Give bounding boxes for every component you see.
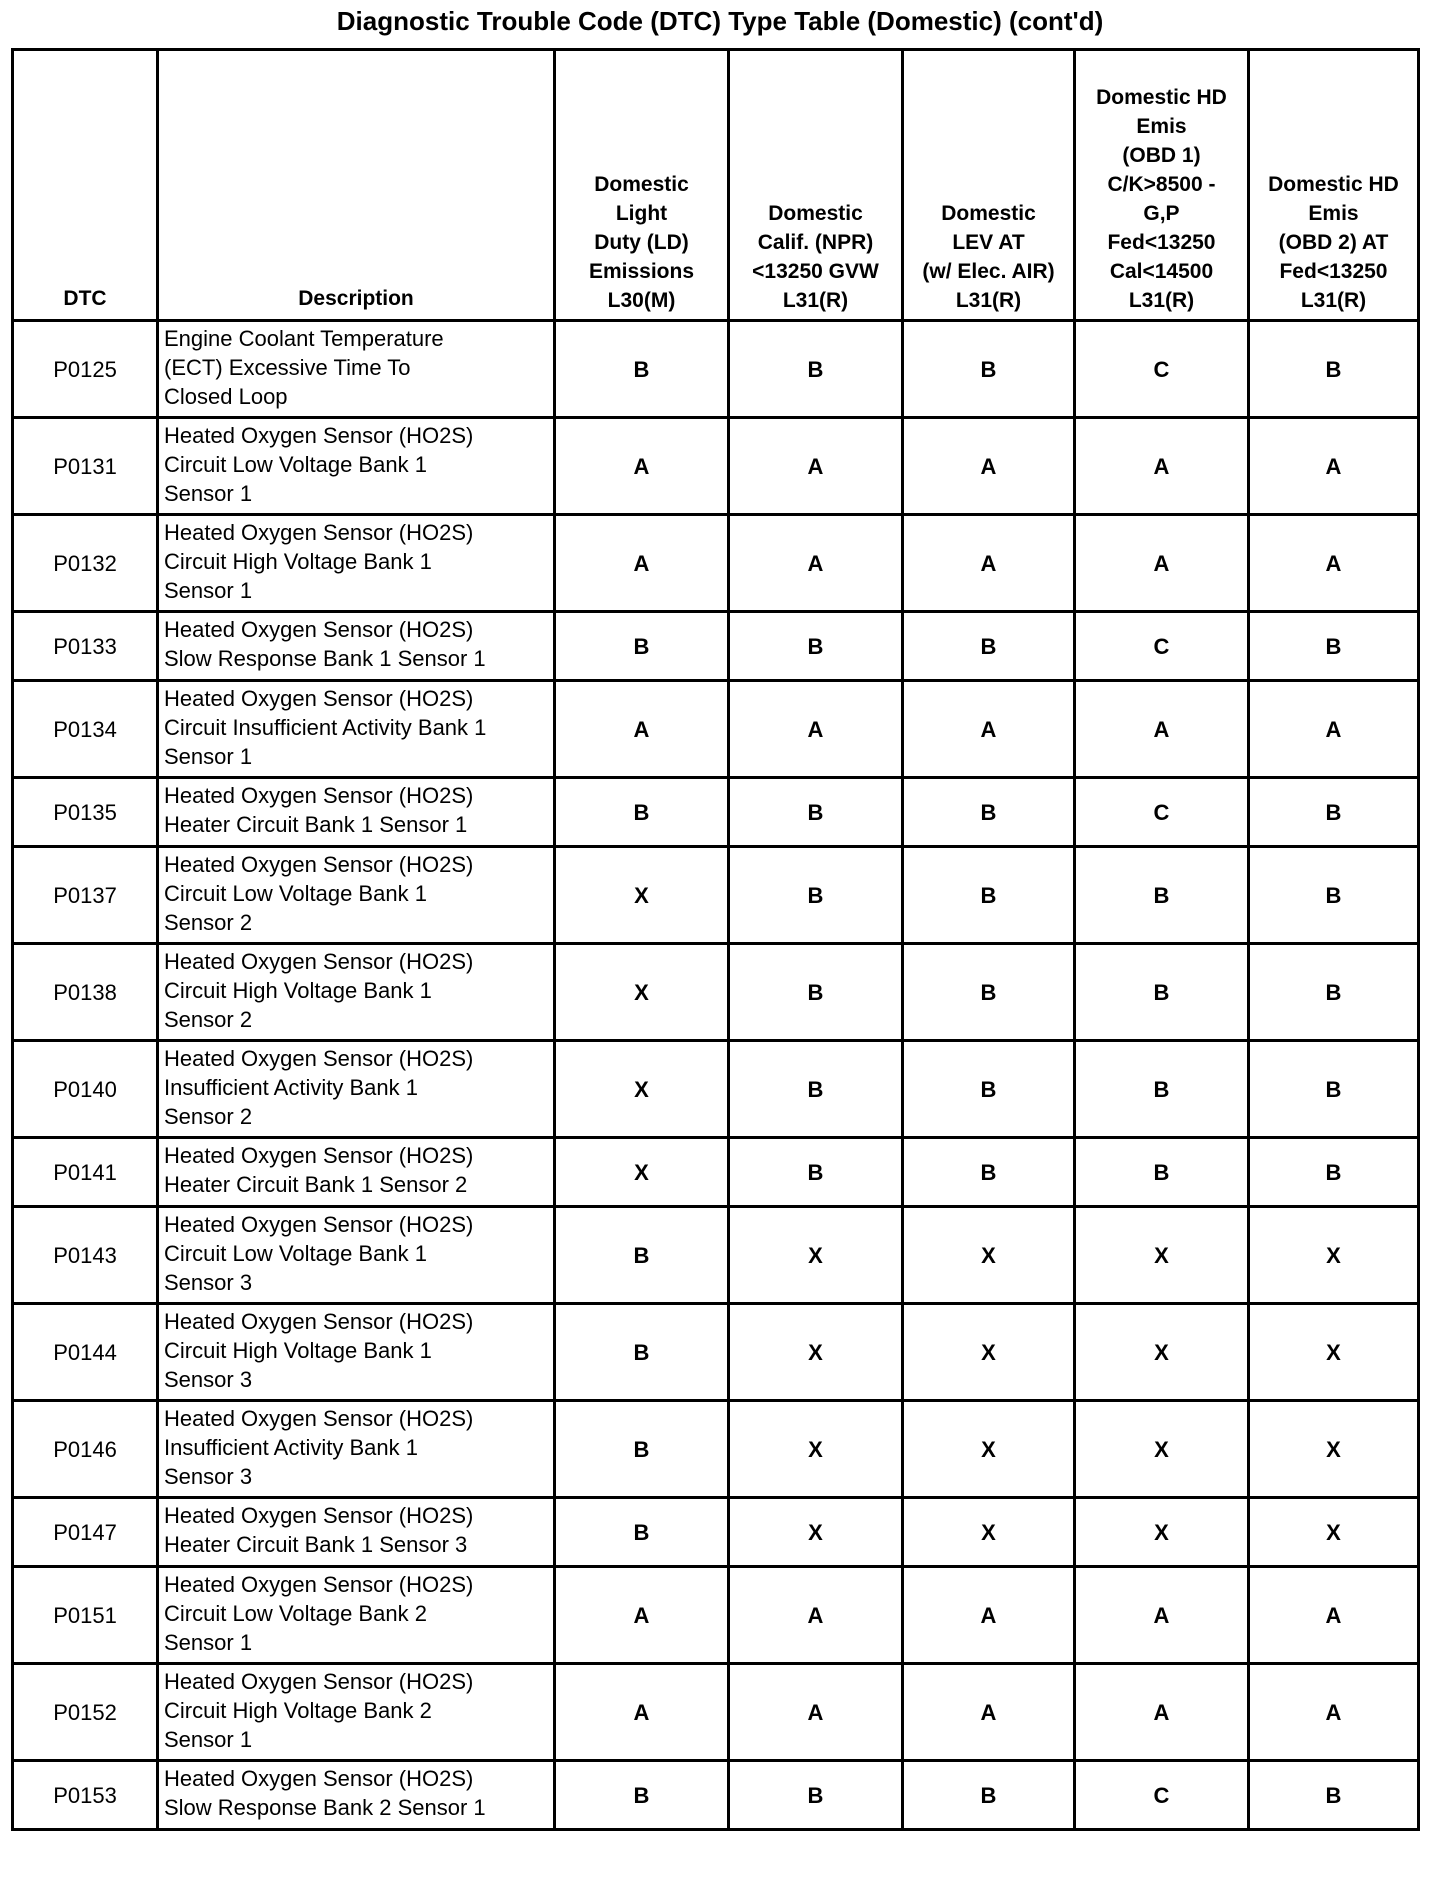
dtc-type-cell: A xyxy=(1075,1567,1249,1664)
dtc-type-cell: X xyxy=(1075,1498,1249,1567)
description-line: Circuit High Voltage Bank 1 xyxy=(164,549,432,574)
header-domestic-hd-obd1: Domestic HD Emis (OBD 1) C/K>8500 - G,P Fed<13250 Cal<14500 L31(R) xyxy=(1075,50,1249,321)
description-cell xyxy=(158,1664,555,1761)
dtc-type-cell: A xyxy=(1075,418,1249,515)
dtc-type-cell: X xyxy=(1249,1401,1419,1498)
description-line: Sensor 1 xyxy=(164,1630,253,1655)
description-cell xyxy=(158,321,555,418)
dtc-type-cell: B xyxy=(555,1401,729,1498)
description-line: Sensor 1 xyxy=(164,744,253,769)
dtc-type-cell: X xyxy=(555,847,729,944)
table-row xyxy=(13,1498,1419,1567)
dtc-type-cell: A xyxy=(903,1664,1075,1761)
dtc-type-cell: B xyxy=(729,778,903,847)
dtc-code-cell: P0152 xyxy=(13,1664,158,1761)
description-line: (ECT) Excessive Time To xyxy=(164,355,411,380)
dtc-code-cell: P0125 xyxy=(13,321,158,418)
table-row xyxy=(13,1401,1419,1498)
dtc-type-cell: A xyxy=(729,681,903,778)
description-line: Circuit Low Voltage Bank 2 xyxy=(164,1601,427,1626)
description-line: Slow Response Bank 2 Sensor 1 xyxy=(164,1795,486,1820)
dtc-type-cell: C xyxy=(1075,321,1249,418)
dtc-type-cell: A xyxy=(1075,681,1249,778)
description-cell xyxy=(158,1567,555,1664)
dtc-type-cell: A xyxy=(555,1567,729,1664)
description-line: Circuit High Voltage Bank 1 xyxy=(164,978,432,1003)
dtc-type-cell: X xyxy=(729,1304,903,1401)
description-line: Heated Oxygen Sensor (HO2S) xyxy=(164,1572,474,1597)
dtc-type-cell: B xyxy=(555,1761,729,1830)
dtc-type-cell: B xyxy=(729,1761,903,1830)
dtc-type-cell: B xyxy=(1249,1138,1419,1207)
description-line: Heater Circuit Bank 1 Sensor 1 xyxy=(164,812,468,837)
dtc-type-cell: B xyxy=(1249,1761,1419,1830)
dtc-type-cell: A xyxy=(729,1567,903,1664)
table-row xyxy=(13,1304,1419,1401)
dtc-type-cell: B xyxy=(1249,612,1419,681)
dtc-code-cell: P0132 xyxy=(13,515,158,612)
dtc-type-cell: A xyxy=(1075,1664,1249,1761)
description-line: Insufficient Activity Bank 1 xyxy=(164,1075,418,1100)
dtc-type-cell: X xyxy=(1249,1304,1419,1401)
dtc-type-cell: B xyxy=(729,1041,903,1138)
dtc-type-cell: C xyxy=(1075,612,1249,681)
table-row xyxy=(13,1567,1419,1664)
dtc-type-table xyxy=(11,48,1420,1831)
description-line: Sensor 3 xyxy=(164,1464,253,1489)
dtc-code-cell: P0146 xyxy=(13,1401,158,1498)
dtc-code-cell: P0131 xyxy=(13,418,158,515)
dtc-type-cell: B xyxy=(729,612,903,681)
description-cell xyxy=(158,515,555,612)
dtc-type-cell: B xyxy=(1249,321,1419,418)
dtc-type-cell: A xyxy=(1249,681,1419,778)
description-line: Slow Response Bank 1 Sensor 1 xyxy=(164,646,486,671)
dtc-type-cell: B xyxy=(903,1138,1075,1207)
dtc-type-cell: B xyxy=(903,321,1075,418)
table-row xyxy=(13,515,1419,612)
header-description: Description xyxy=(158,50,555,321)
dtc-type-cell: C xyxy=(1075,778,1249,847)
dtc-type-cell: B xyxy=(903,778,1075,847)
description-line: Sensor 2 xyxy=(164,910,253,935)
dtc-type-cell: X xyxy=(903,1401,1075,1498)
dtc-type-cell: X xyxy=(903,1498,1075,1567)
description-cell xyxy=(158,418,555,515)
dtc-code-cell: P0138 xyxy=(13,944,158,1041)
dtc-code-cell: P0137 xyxy=(13,847,158,944)
dtc-type-cell: X xyxy=(729,1401,903,1498)
dtc-type-cell: B xyxy=(555,1207,729,1304)
description-line: Heated Oxygen Sensor (HO2S) xyxy=(164,617,474,642)
table-row xyxy=(13,681,1419,778)
description-line: Heated Oxygen Sensor (HO2S) xyxy=(164,1212,474,1237)
dtc-type-cell: B xyxy=(1075,1138,1249,1207)
dtc-type-cell: A xyxy=(1249,515,1419,612)
dtc-code-cell: P0144 xyxy=(13,1304,158,1401)
table-body xyxy=(13,321,1419,1830)
dtc-code-cell: P0153 xyxy=(13,1761,158,1830)
description-cell xyxy=(158,612,555,681)
dtc-type-cell: X xyxy=(555,1138,729,1207)
page-title: Diagnostic Trouble Code (DTC) Type Table (Domestic) (cont'd) xyxy=(336,6,1104,36)
dtc-type-cell: X xyxy=(903,1304,1075,1401)
dtc-type-cell: A xyxy=(903,418,1075,515)
description-line: Heater Circuit Bank 1 Sensor 3 xyxy=(164,1532,468,1557)
table-row xyxy=(13,1207,1419,1304)
description-cell xyxy=(158,847,555,944)
dtc-type-cell: A xyxy=(729,418,903,515)
dtc-type-cell: X xyxy=(1075,1401,1249,1498)
description-line: Heated Oxygen Sensor (HO2S) xyxy=(164,852,474,877)
header-domestic-calif-npr: Domestic Calif. (NPR) <13250 GVW L31(R) xyxy=(729,50,903,321)
dtc-type-cell: A xyxy=(903,1567,1075,1664)
description-line: Circuit Insufficient Activity Bank 1 xyxy=(164,715,487,740)
description-line: Heated Oxygen Sensor (HO2S) xyxy=(164,1669,474,1694)
description-line: Sensor 1 xyxy=(164,1727,253,1752)
dtc-type-cell: A xyxy=(729,1664,903,1761)
dtc-type-cell: B xyxy=(555,1304,729,1401)
dtc-type-cell: X xyxy=(1075,1207,1249,1304)
dtc-type-cell: A xyxy=(555,1664,729,1761)
dtc-type-cell: B xyxy=(1249,778,1419,847)
dtc-type-cell: B xyxy=(1249,944,1419,1041)
dtc-type-cell: B xyxy=(555,1498,729,1567)
table-row xyxy=(13,1761,1419,1830)
dtc-code-cell: P0135 xyxy=(13,778,158,847)
description-line: Circuit Low Voltage Bank 1 xyxy=(164,452,427,477)
dtc-type-cell: X xyxy=(555,944,729,1041)
dtc-code-cell: P0151 xyxy=(13,1567,158,1664)
dtc-type-cell: B xyxy=(555,321,729,418)
table-row xyxy=(13,847,1419,944)
dtc-type-cell: B xyxy=(903,612,1075,681)
description-line: Heated Oxygen Sensor (HO2S) xyxy=(164,1503,474,1528)
description-line: Engine Coolant Temperature xyxy=(164,326,444,351)
description-line: Heated Oxygen Sensor (HO2S) xyxy=(164,1309,474,1334)
description-cell xyxy=(158,1041,555,1138)
description-line: Heated Oxygen Sensor (HO2S) xyxy=(164,949,474,974)
table-row xyxy=(13,612,1419,681)
description-line: Heated Oxygen Sensor (HO2S) xyxy=(164,1046,474,1071)
dtc-type-cell: B xyxy=(555,612,729,681)
dtc-type-cell: B xyxy=(729,1138,903,1207)
dtc-type-cell: A xyxy=(555,681,729,778)
dtc-type-cell: X xyxy=(1075,1304,1249,1401)
dtc-code-cell: P0140 xyxy=(13,1041,158,1138)
dtc-type-cell: B xyxy=(1249,1041,1419,1138)
dtc-code-cell: P0133 xyxy=(13,612,158,681)
dtc-type-cell: B xyxy=(903,847,1075,944)
table-row xyxy=(13,1138,1419,1207)
dtc-code-cell: P0134 xyxy=(13,681,158,778)
dtc-type-cell: A xyxy=(555,418,729,515)
table-row xyxy=(13,418,1419,515)
description-line: Sensor 1 xyxy=(164,578,253,603)
dtc-type-cell: B xyxy=(729,944,903,1041)
description-cell xyxy=(158,681,555,778)
description-cell xyxy=(158,944,555,1041)
description-line: Heated Oxygen Sensor (HO2S) xyxy=(164,1766,474,1791)
dtc-type-cell: C xyxy=(1075,1761,1249,1830)
table-row xyxy=(13,944,1419,1041)
description-line: Sensor 2 xyxy=(164,1104,253,1129)
dtc-type-cell: B xyxy=(903,1761,1075,1830)
description-cell xyxy=(158,1401,555,1498)
description-line: Heated Oxygen Sensor (HO2S) xyxy=(164,783,474,808)
table-row xyxy=(13,1041,1419,1138)
description-cell xyxy=(158,1207,555,1304)
dtc-code-cell: P0143 xyxy=(13,1207,158,1304)
dtc-code-cell: P0141 xyxy=(13,1138,158,1207)
description-line: Circuit High Voltage Bank 2 xyxy=(164,1698,432,1723)
dtc-type-cell: B xyxy=(1075,944,1249,1041)
dtc-type-cell: X xyxy=(555,1041,729,1138)
description-line: Heated Oxygen Sensor (HO2S) xyxy=(164,1406,474,1431)
dtc-type-cell: A xyxy=(903,515,1075,612)
description-line: Closed Loop xyxy=(164,384,288,409)
description-line: Sensor 2 xyxy=(164,1007,253,1032)
dtc-type-cell: X xyxy=(1249,1498,1419,1567)
table-row xyxy=(13,778,1419,847)
table-row xyxy=(13,1664,1419,1761)
dtc-type-cell: B xyxy=(903,1041,1075,1138)
dtc-type-cell: A xyxy=(1249,1664,1419,1761)
table-header-row xyxy=(13,50,1419,321)
dtc-type-cell: A xyxy=(729,515,903,612)
dtc-type-cell: B xyxy=(555,778,729,847)
description-line: Heated Oxygen Sensor (HO2S) xyxy=(164,686,474,711)
dtc-type-cell: A xyxy=(903,681,1075,778)
description-line: Sensor 3 xyxy=(164,1367,253,1392)
dtc-type-cell: X xyxy=(729,1207,903,1304)
dtc-type-cell: B xyxy=(729,321,903,418)
dtc-type-cell: A xyxy=(1249,1567,1419,1664)
header-domestic-hd-obd2: Domestic HD Emis (OBD 2) AT Fed<13250 L31(R) xyxy=(1249,50,1419,321)
dtc-type-cell: B xyxy=(1075,847,1249,944)
description-line: Circuit Low Voltage Bank 1 xyxy=(164,1241,427,1266)
description-cell xyxy=(158,1761,555,1830)
dtc-type-cell: A xyxy=(1249,418,1419,515)
description-line: Sensor 1 xyxy=(164,481,253,506)
description-line: Heated Oxygen Sensor (HO2S) xyxy=(164,1143,474,1168)
dtc-code-cell: P0147 xyxy=(13,1498,158,1567)
description-line: Circuit High Voltage Bank 1 xyxy=(164,1338,432,1363)
description-cell xyxy=(158,1304,555,1401)
dtc-type-cell: B xyxy=(1249,847,1419,944)
header-domestic-lev-at: Domestic LEV AT (w/ Elec. AIR) L31(R) xyxy=(903,50,1075,321)
description-line: Heated Oxygen Sensor (HO2S) xyxy=(164,423,474,448)
dtc-type-cell: X xyxy=(729,1498,903,1567)
description-line: Sensor 3 xyxy=(164,1270,253,1295)
description-line: Heated Oxygen Sensor (HO2S) xyxy=(164,520,474,545)
dtc-type-cell: X xyxy=(1249,1207,1419,1304)
dtc-type-cell: A xyxy=(555,515,729,612)
dtc-type-cell: B xyxy=(729,847,903,944)
description-cell xyxy=(158,778,555,847)
description-cell xyxy=(158,1138,555,1207)
dtc-type-cell: B xyxy=(903,944,1075,1041)
dtc-type-cell: X xyxy=(903,1207,1075,1304)
dtc-type-cell: A xyxy=(1075,515,1249,612)
header-domestic-ld-emissions: Domestic Light Duty (LD) Emissions L30(M) xyxy=(555,50,729,321)
description-cell xyxy=(158,1498,555,1567)
description-line: Insufficient Activity Bank 1 xyxy=(164,1435,418,1460)
dtc-type-cell: B xyxy=(1075,1041,1249,1138)
header-dtc: DTC xyxy=(13,50,158,321)
table-row xyxy=(13,321,1419,418)
description-line: Circuit Low Voltage Bank 1 xyxy=(164,881,427,906)
description-line: Heater Circuit Bank 1 Sensor 2 xyxy=(164,1172,468,1197)
